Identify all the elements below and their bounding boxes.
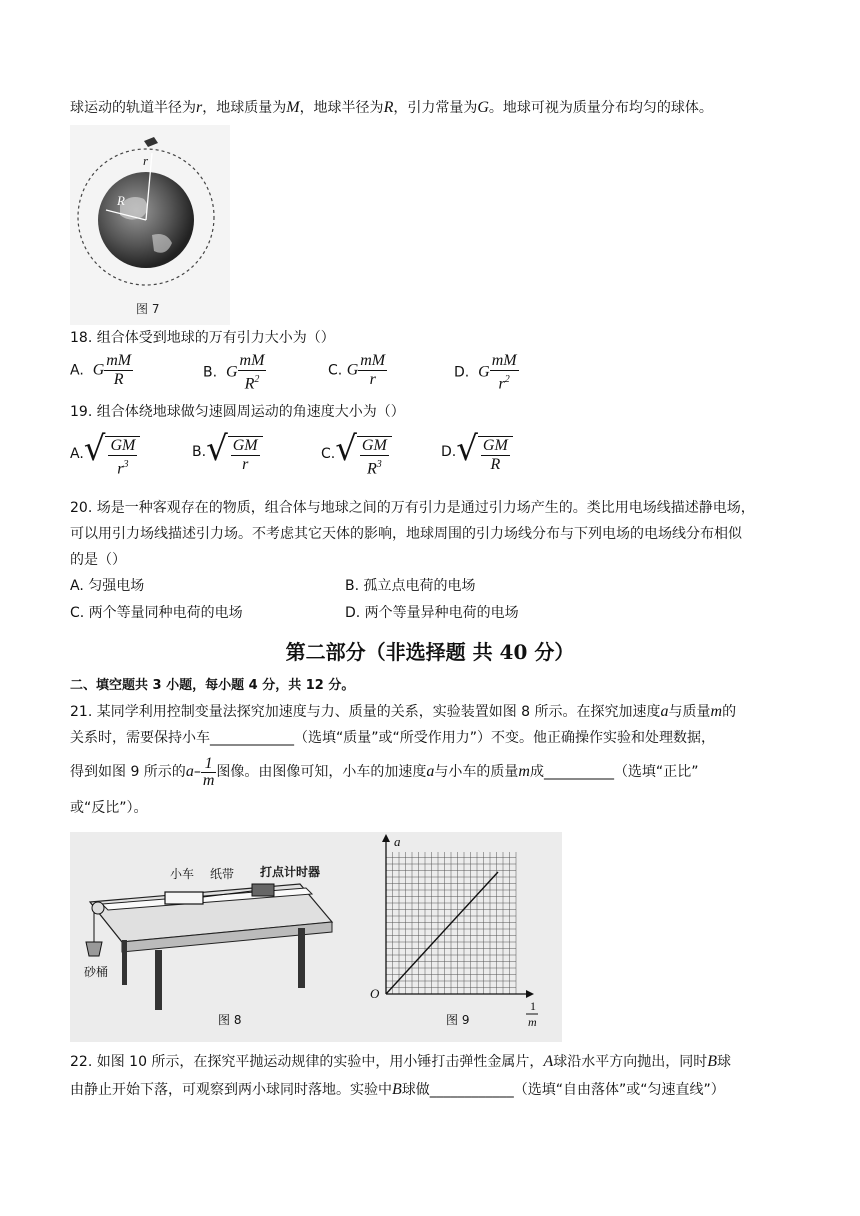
q20-option-a[interactable]: A. 匀强电场 [70,578,145,594]
q18-option-b[interactable]: B. G $\frac{mM}{R^2}$ [203,352,265,393]
blank-1[interactable]: ____________ [210,730,294,746]
blank-3[interactable]: ____________ [429,1082,514,1098]
q19-option-c[interactable]: C. √ $\frac{GM}{R^3}$ [321,430,392,478]
question-20-line-1: 20. 场是一种客观存在的物质，组合体与地球之间的万有引力是通过引力场产生的。类比用电场线描述静电场， [70,500,755,516]
svg-text:图 7: 图 7 [136,302,160,316]
figure-8 [70,832,366,1042]
svg-text:O: O [370,986,380,1001]
figure-9 [366,832,562,1042]
svg-text:a: a [394,834,401,849]
blank-2[interactable]: __________ [543,764,614,780]
svg-text:纸带: 纸带 [210,867,235,881]
q18-option-d[interactable]: D. G $\frac{mM}{r^2}$ [454,352,517,393]
cart-apparatus-diagram [70,832,366,1042]
section-2-heading: 二、填空题共 3 小题，每小题 4 分，共 12 分。 [70,678,355,693]
svg-text:1: 1 [530,999,536,1013]
spacecraft [144,137,158,147]
question-21-line-2: 关系时，需要保持小车____________（选填“质量”或“所受作用力”）不变。他正确操作实验和处理数据， [70,730,716,746]
question-22-line-1: 22. 如图 10 所示，在探究平抛运动规律的实验中，用小锤打击弹性金属片，A球沿水平方向抛出，同时B球 [70,1053,731,1070]
intro-text: 球运动的轨道半径为r，地球质量为M，地球半径为R，引力常量为G。地球可视为质量分布均匀的球体。 [70,99,713,116]
q18-option-a[interactable]: A. G $\frac{mM}{R}$ [70,352,132,388]
question-20-line-3: 的是（） [70,552,126,568]
svg-text:小车: 小车 [170,867,195,881]
figure-7 [70,125,230,325]
sand-bucket [86,942,102,956]
svg-text:打点计时器: 打点计时器 [260,865,321,879]
svg-text:r: r [143,153,149,168]
q20-option-d[interactable]: D. 两个等量异种电荷的电场 [345,605,519,621]
q18-option-c[interactable]: C. G $\frac{mM}{r}$ [328,352,386,388]
q19-option-a[interactable]: A. √ $\frac{GM}{r^3}$ [70,430,140,478]
question-21-line-1: 21. 某同学利用控制变量法探究加速度与力、质量的关系，实验装置如图 8 所示。在探究加速度a与质量m的 [70,703,737,720]
cart [165,892,203,904]
earth-orbit-diagram [70,125,230,325]
question-19-stem: 19. 组合体绕地球做匀速圆周运动的角速度大小为（） [70,404,405,420]
svg-text:砂桶: 砂桶 [84,965,109,979]
q19-option-b[interactable]: B. √ $\frac{GM}{r}$ [192,430,263,474]
part-2-title: 第二部分（非选择题 共 40 分） [285,640,575,664]
question-21-line-4: 或“反比”）。 [70,800,148,816]
svg-text:R: R [117,193,125,208]
q20-option-c[interactable]: C. 两个等量同种电荷的电场 [70,605,243,621]
question-20-line-2: 可以用引力场线描述引力场。不考虑其它天体的影响，地球周围的引力场线分布与下列电场的电场线分布相似 [70,526,742,542]
svg-text:图 9: 图 9 [446,1013,470,1027]
svg-text:图 8: 图 8 [218,1013,242,1027]
timer [252,884,274,896]
question-18-stem: 18. 组合体受到地球的万有引力大小为（） [70,330,335,346]
q20-option-b[interactable]: B. 孤立点电荷的电场 [345,578,476,594]
svg-text:m: m [528,1015,537,1029]
question-22-line-2: 由静止开始下落，可观察到两小球同时落地。实验中B球做____________（选填“自由落体”或“匀速直线”） [70,1081,725,1098]
proportional-line [386,872,498,994]
question-21-line-3: 得到如图 9 所示的a– $\frac{1}{m}$ 图像。由图像可知，小车的加速度a与小车的质量m成__________（选填“正比” [70,754,699,789]
q19-option-d[interactable]: D. √ $\frac{GM}{R}$ [441,430,513,474]
a-vs-inverse-m-graph [366,832,562,1042]
